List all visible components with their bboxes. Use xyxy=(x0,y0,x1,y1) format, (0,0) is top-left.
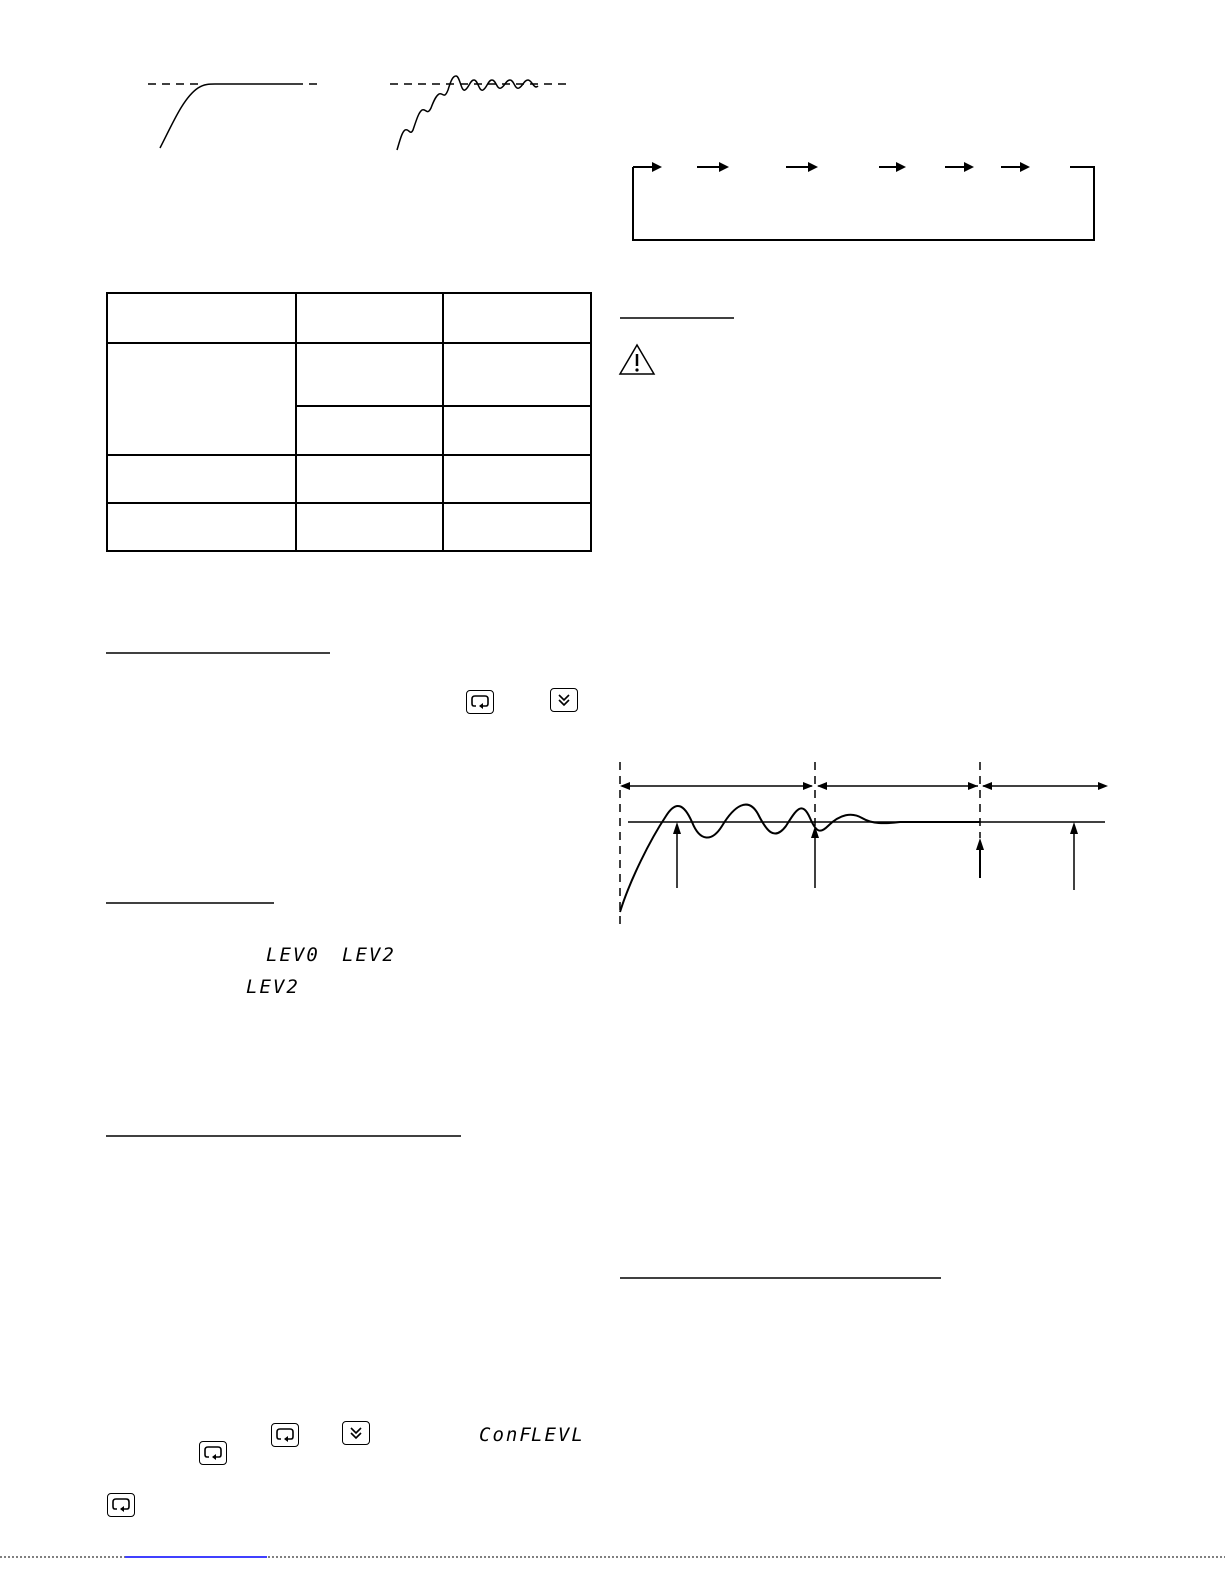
mode-key-icon xyxy=(107,1493,135,1517)
caution-icon xyxy=(620,345,654,374)
table-cell xyxy=(107,503,296,551)
table-cell xyxy=(107,293,296,343)
table-cell xyxy=(296,343,443,406)
specification-table xyxy=(106,292,592,552)
table-cell xyxy=(296,455,443,503)
display-lev0: LEV0 xyxy=(266,944,320,966)
mode-key-icon xyxy=(466,690,494,714)
table-cell xyxy=(296,406,443,455)
down-key-icon xyxy=(550,688,578,712)
table-cell xyxy=(296,503,443,551)
table-cell xyxy=(443,406,591,455)
table-row xyxy=(107,503,591,551)
table-cell xyxy=(296,293,443,343)
table-header-row xyxy=(107,293,591,343)
flow-loop-diagram xyxy=(633,162,1094,240)
autotuning-timing-chart xyxy=(620,762,1108,930)
table-cell xyxy=(443,503,591,551)
mode-key-icon xyxy=(199,1441,227,1465)
table-cell xyxy=(443,293,591,343)
display-lev2: LEV2 xyxy=(342,944,396,966)
table-row xyxy=(107,343,591,406)
table-cell xyxy=(443,455,591,503)
display-levl: LEVL xyxy=(531,1424,585,1446)
table-cell xyxy=(107,455,296,503)
display-lev2: LEV2 xyxy=(246,976,300,998)
display-conf: ConF xyxy=(479,1424,533,1446)
mode-key-icon xyxy=(271,1423,299,1447)
oscillating-response-curve xyxy=(390,76,566,150)
table-cell xyxy=(107,343,296,455)
smooth-response-curve xyxy=(148,84,322,148)
table-cell xyxy=(443,343,591,406)
down-key-icon xyxy=(342,1421,370,1445)
table-row xyxy=(107,455,591,503)
